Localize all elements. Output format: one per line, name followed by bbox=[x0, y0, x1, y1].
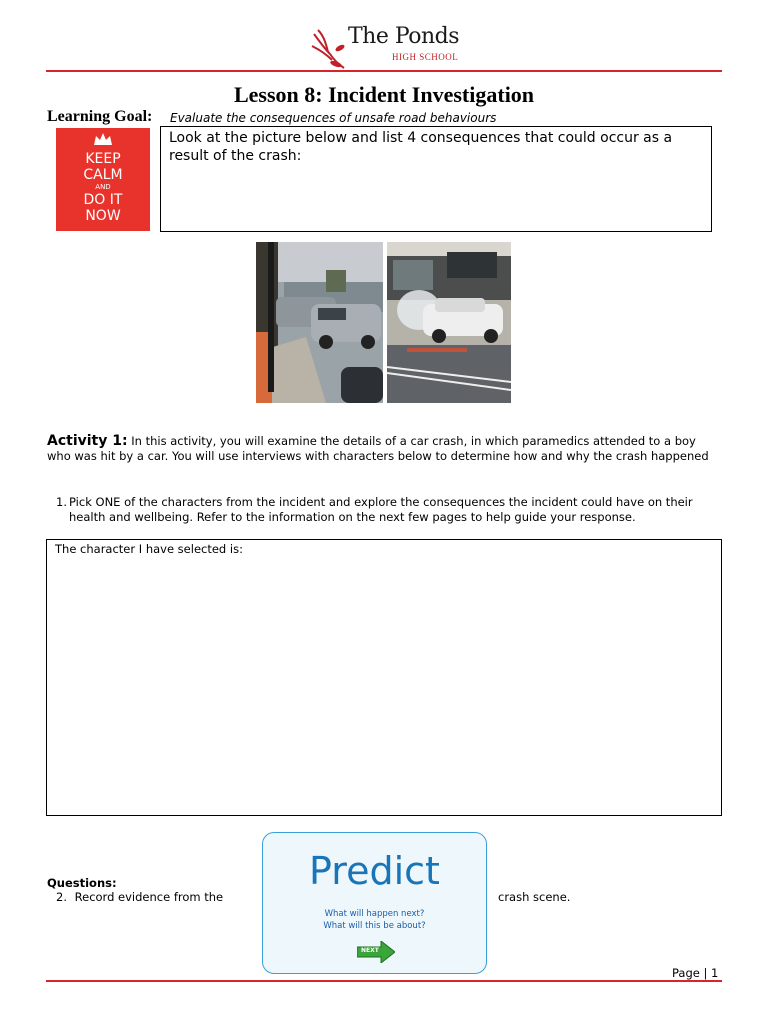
character-response-box[interactable] bbox=[46, 539, 722, 816]
header-divider bbox=[46, 70, 722, 72]
question-2-number: 2. bbox=[56, 890, 67, 904]
crown-icon bbox=[92, 131, 114, 147]
consequences-answer-box[interactable] bbox=[160, 126, 712, 232]
character-prompt: The character I have selected is: bbox=[55, 542, 243, 556]
question-2 bbox=[47, 890, 223, 904]
keep-calm-line1: KEEP bbox=[85, 151, 121, 167]
keep-calm-line5: NOW bbox=[85, 208, 121, 224]
car-crash-water-spray-image bbox=[387, 242, 511, 403]
question-1-text: Pick ONE of the characters from the incident and explore the consequences the incident could have on their health and wellbeing. Refer to the information on the next few pages to help guide your response. bbox=[69, 495, 693, 524]
crash-photo-left bbox=[256, 242, 383, 403]
keep-calm-poster bbox=[56, 128, 150, 231]
question-2-text-end: crash scene. bbox=[498, 890, 571, 904]
school-name: The Ponds bbox=[348, 24, 460, 49]
learning-goal-text: Evaluate the consequences of unsafe road behaviours bbox=[170, 111, 497, 125]
question-2-text-start: Record evidence from the bbox=[74, 890, 224, 904]
page-title: Lesson 8: Incident Investigation bbox=[233, 82, 535, 107]
question-1-number: 1. bbox=[56, 495, 67, 509]
activity-1-paragraph bbox=[47, 434, 723, 464]
activity-label: Activity 1: bbox=[47, 433, 128, 449]
flower-logo-icon bbox=[310, 24, 350, 70]
next-label: NEXT bbox=[361, 947, 379, 954]
car-crash-street-image bbox=[256, 242, 383, 403]
predict-card bbox=[262, 832, 487, 974]
predict-line-1: What will happen next? bbox=[324, 909, 425, 919]
page-number: Page | 1 bbox=[672, 966, 719, 980]
predict-line-2: What will this be about? bbox=[323, 921, 426, 931]
activity-text: In this activity, you will examine the details of a car crash, in which paramedics attended to a boy who was hit by a car. You will use interviews with characters below to determine how and why the crash happened bbox=[47, 434, 709, 463]
questions-heading: Questions: bbox=[47, 876, 117, 890]
keep-calm-line4: DO IT bbox=[83, 192, 123, 208]
consequences-prompt: Look at the picture below and list 4 consequences that could occur as a result of the crash: bbox=[169, 130, 673, 164]
crash-photo-right bbox=[387, 242, 511, 403]
learning-goal-label: Learning Goal: bbox=[47, 108, 153, 125]
predict-title: Predict bbox=[309, 849, 440, 893]
next-arrow-button[interactable] bbox=[357, 941, 395, 963]
school-subtitle: HIGH SCHOOL bbox=[392, 52, 459, 62]
question-1 bbox=[47, 495, 717, 525]
footer-divider bbox=[46, 980, 722, 982]
keep-calm-line3: AND bbox=[95, 183, 111, 191]
keep-calm-line2: CALM bbox=[83, 167, 123, 183]
